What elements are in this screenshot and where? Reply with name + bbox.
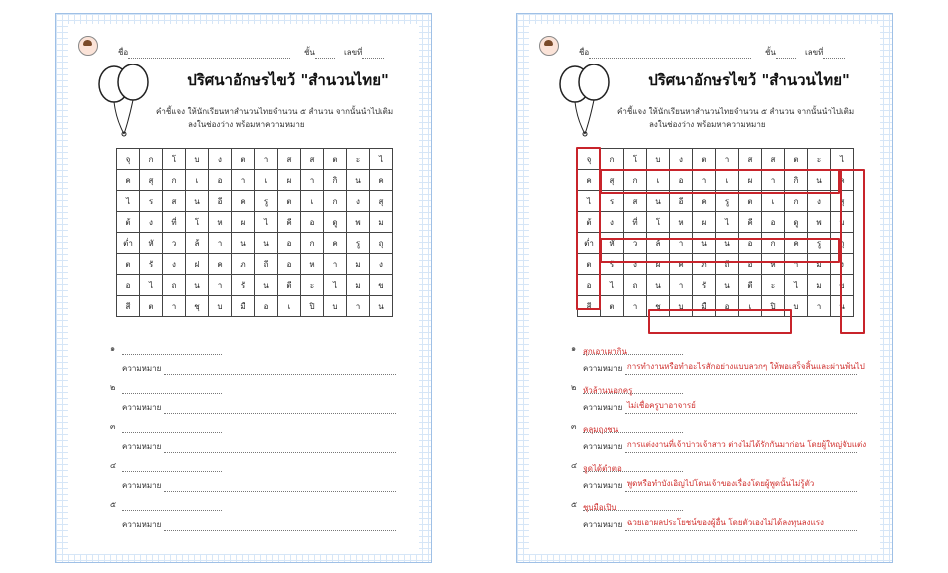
- answer-number: ๔: [571, 461, 578, 470]
- grid-cell: หั: [140, 233, 163, 254]
- answer-word-line[interactable]: [122, 384, 222, 394]
- grid-cell: อ: [762, 212, 785, 233]
- grid-cell: อ: [278, 233, 301, 254]
- grid-cell: โ: [647, 212, 670, 233]
- answer-word-line: [583, 423, 683, 433]
- meaning-row: [583, 518, 883, 531]
- grid-cell: ต: [739, 191, 762, 212]
- grid-cell: ส: [624, 191, 647, 212]
- grid-cell: ม: [808, 275, 831, 296]
- meaning-row: [122, 401, 422, 414]
- grid-cell: ผ: [693, 212, 716, 233]
- meaning-line: [625, 479, 857, 492]
- grid-cell: ค: [324, 233, 347, 254]
- grid-cell: ผ: [232, 212, 255, 233]
- grid-cell: ถี: [716, 254, 739, 275]
- grid-cell: ต: [117, 254, 140, 275]
- grid-cell: อ: [255, 296, 278, 317]
- grid-cell: ถี: [255, 254, 278, 275]
- grid-cell: ห: [301, 254, 324, 275]
- grid-cell: ง: [831, 254, 854, 275]
- grid-cell: ค: [785, 233, 808, 254]
- name-field: ชื่อ: [579, 46, 751, 59]
- meaning-line: [625, 362, 865, 375]
- grid-cell: ไ: [601, 275, 624, 296]
- grid-cell: ไ: [716, 212, 739, 233]
- grid-cell: เ: [647, 170, 670, 191]
- grid-cell: ง: [140, 212, 163, 233]
- grid-row: [117, 275, 393, 296]
- grid-cell: ก: [324, 191, 347, 212]
- highlight-row5-huaran: [600, 238, 840, 263]
- grid-row: [117, 149, 393, 170]
- grid-cell: น: [186, 191, 209, 212]
- answer-item: [571, 420, 891, 451]
- grid-cell: ต: [693, 149, 716, 170]
- grid-cell: ฝ: [186, 254, 209, 275]
- grid-cell: ถ: [163, 275, 186, 296]
- grid-cell: ชุ: [186, 296, 209, 317]
- grid-cell: ง: [163, 254, 186, 275]
- number-field: เลขที่: [805, 46, 845, 59]
- meaning-row: [583, 401, 883, 414]
- grid-cell: ะ: [347, 149, 370, 170]
- grid-cell: ไ: [785, 275, 808, 296]
- grid-cell: ก: [762, 233, 785, 254]
- grid-cell: จุ: [117, 149, 140, 170]
- grid-cell: อ: [739, 254, 762, 275]
- answer-number: ๕: [571, 500, 578, 509]
- meaning-label: ความหมาย: [583, 481, 623, 490]
- grid-cell: ว: [163, 233, 186, 254]
- grid-cell: บ: [647, 149, 670, 170]
- meaning-label: ความหมาย: [583, 364, 623, 373]
- meaning-line: [625, 518, 857, 531]
- grid-cell: รู: [808, 233, 831, 254]
- grid-cell: ก: [624, 170, 647, 191]
- grid-cell: ต: [232, 149, 255, 170]
- answer-word-line: [583, 345, 683, 355]
- grid-cell: ม: [831, 212, 854, 233]
- grid-cell: ต: [140, 296, 163, 317]
- meaning-line: [625, 440, 867, 453]
- grid-cell: า: [670, 275, 693, 296]
- number-field: เลขที่: [344, 46, 384, 59]
- instructions: คำชี้แจง ให้นักเรียนหาสำนวนไทยจำนวน ๕ สำนวน จากนั้นนำไปเติม ลงในช่องว่าง พร้อมหาความหมาย: [617, 107, 855, 129]
- grid-cell: มื: [693, 296, 716, 317]
- grid-cell: อ: [739, 233, 762, 254]
- answer-word-line: [583, 384, 683, 394]
- grid-cell: คี: [278, 212, 301, 233]
- grid-cell: น: [255, 233, 278, 254]
- balloons-icon: [96, 64, 152, 140]
- grid-cell: เ: [255, 170, 278, 191]
- grid-cell: า: [255, 149, 278, 170]
- grid-cell: ต: [578, 254, 601, 275]
- grid-cell: ล้: [647, 233, 670, 254]
- grid-cell: พ: [808, 212, 831, 233]
- grid-cell: อี: [209, 191, 232, 212]
- grid-cell: ถุ: [370, 233, 393, 254]
- grid-cell: ค: [578, 170, 601, 191]
- grid-cell: ไ: [117, 191, 140, 212]
- grid-cell: เ: [762, 191, 785, 212]
- grid-cell: ก: [140, 149, 163, 170]
- grid-cell: อ: [209, 170, 232, 191]
- meaning-row: [583, 479, 883, 492]
- grid-cell: น: [647, 191, 670, 212]
- grid-cell: น: [808, 170, 831, 191]
- grid-cell: า: [232, 170, 255, 191]
- meaning-row: [122, 479, 422, 492]
- grid-cell: ปิ: [301, 296, 324, 317]
- meaning-row: [583, 362, 883, 375]
- answer-item: [571, 498, 891, 529]
- grid-cell: ตี: [278, 275, 301, 296]
- answer-word: ชุบมือเปิบ: [583, 503, 617, 512]
- grid-cell: ร: [140, 191, 163, 212]
- grid-cell: กิ: [324, 170, 347, 191]
- grid-cell: ข: [831, 275, 854, 296]
- meaning-line[interactable]: [164, 365, 396, 375]
- grid-cell: น: [255, 275, 278, 296]
- grid-cell: สี: [578, 296, 601, 317]
- meaning-row: [122, 518, 422, 531]
- meaning-label: ความหมาย: [583, 520, 623, 529]
- grid-cell: ตี: [739, 275, 762, 296]
- grid-cell: ถ: [624, 275, 647, 296]
- grid-cell: ห: [762, 254, 785, 275]
- meaning-row: [122, 362, 422, 375]
- grid-cell: รั: [232, 275, 255, 296]
- letter-grid: [116, 148, 393, 317]
- grid-cell: บ: [670, 296, 693, 317]
- grid-cell: น: [370, 296, 393, 317]
- answer-item: [110, 420, 430, 451]
- meaning-row: [122, 440, 422, 453]
- meaning-text: พูดหรือทำบังเอิญไปโดนเจ้าของเรื่องโดยผู้พูดนั้นไม่รู้ตัว: [626, 479, 815, 488]
- answer-number: ๒: [571, 383, 577, 392]
- grid-cell: ค: [370, 170, 393, 191]
- grid-cell: อ: [278, 254, 301, 275]
- grid-cell: ส: [278, 149, 301, 170]
- grid-cell: ผ: [739, 170, 762, 191]
- highlight-vertical-col1: [576, 147, 601, 310]
- grid-row: [117, 296, 393, 317]
- answer-number: ๕: [110, 500, 117, 509]
- highlight-vertical-col12: [840, 169, 865, 334]
- grid-cell: ส: [762, 149, 785, 170]
- grid-cell: น: [186, 275, 209, 296]
- grid-cell: รู: [255, 191, 278, 212]
- grid-cell: ง: [808, 191, 831, 212]
- meaning-text: ฉวยเอาผลประโยชน์ของผู้อื่น โดยตัวเองไม่ได้ลงทุนลงแรง: [626, 518, 824, 527]
- meaning-label: ความหมาย: [122, 403, 162, 412]
- answer-item: [571, 459, 891, 490]
- grid-cell: บ: [209, 296, 232, 317]
- grid-cell: น: [693, 233, 716, 254]
- grid-cell: ไ: [370, 149, 393, 170]
- grid-cell: ก: [785, 191, 808, 212]
- balloons-icon: [557, 64, 613, 140]
- answer-word-line: [583, 501, 683, 511]
- meaning-line[interactable]: [164, 443, 396, 453]
- grid-cell: ต่ำ: [117, 233, 140, 254]
- meaning-label: ความหมาย: [583, 442, 623, 451]
- grid-cell: ม: [370, 212, 393, 233]
- highlight-row2-sukaophakin: [600, 169, 840, 194]
- grid-cell: สุ: [831, 191, 854, 212]
- grid-cell: ว: [624, 233, 647, 254]
- grid-cell: ง: [670, 149, 693, 170]
- grid-cell: ภ: [232, 254, 255, 275]
- grid-cell: ะ: [808, 149, 831, 170]
- grid-cell: รู: [347, 233, 370, 254]
- answer-number: ๒: [110, 383, 116, 392]
- meaning-text: การทำงานหรือทำอะไรสักอย่างแบบลวกๆ ให้พอเสร็จสิ้นและผ่านพ้นไป: [626, 362, 865, 371]
- grid-cell: อ: [578, 275, 601, 296]
- meaning-label: ความหมาย: [122, 481, 162, 490]
- answer-highlights: [577, 148, 865, 334]
- grid-cell: ก: [601, 149, 624, 170]
- grid-cell: ม: [808, 254, 831, 275]
- answer-number: ๑: [571, 344, 577, 353]
- worksheet-paper: [68, 24, 419, 554]
- meaning-label: ความหมาย: [583, 403, 623, 412]
- grid-cell: า: [785, 254, 808, 275]
- grid-cell: ต่ำ: [578, 233, 601, 254]
- grid-cell: า: [163, 296, 186, 317]
- grid-cell: น: [716, 233, 739, 254]
- grid-row: [117, 191, 393, 212]
- grid-cell: รั: [601, 254, 624, 275]
- grid-row: [117, 233, 393, 254]
- grid-cell: ดู: [324, 212, 347, 233]
- grid-cell: ค: [209, 254, 232, 275]
- grid-cell: สี: [117, 296, 140, 317]
- grid-cell: ม: [347, 275, 370, 296]
- answer-word: คลุมถุงชน: [583, 425, 619, 434]
- grid-cell: ดู: [785, 212, 808, 233]
- answer-number: ๔: [110, 461, 117, 470]
- grid-cell: สุ: [601, 170, 624, 191]
- grid-cell: รั: [140, 254, 163, 275]
- grid-cell: ไ: [140, 275, 163, 296]
- grid-cell: า: [324, 254, 347, 275]
- grid-cell: ค: [693, 191, 716, 212]
- meaning-line[interactable]: [164, 404, 396, 414]
- answer-item: [110, 381, 430, 412]
- grid-cell: เ: [301, 191, 324, 212]
- meaning-label: ความหมาย: [122, 364, 162, 373]
- grid-cell: ร: [601, 191, 624, 212]
- worksheet-title: ปริศนาอักษรไขว้ "สำนวนไทย": [187, 71, 389, 89]
- meaning-line: [625, 401, 857, 414]
- grid-cell: ม: [347, 254, 370, 275]
- grid-cell: เ: [278, 296, 301, 317]
- answer-item: [110, 342, 430, 373]
- grid-cell: า: [716, 149, 739, 170]
- grid-cell: อ: [117, 275, 140, 296]
- grid-cell: ค: [232, 191, 255, 212]
- answer-item: [110, 498, 430, 529]
- worksheet-paper: [529, 24, 880, 554]
- grid-cell: มื: [232, 296, 255, 317]
- grid-cell: ค: [117, 170, 140, 191]
- grid-cell: สุ: [370, 191, 393, 212]
- grid-cell: ก: [301, 233, 324, 254]
- grid-cell: า: [624, 296, 647, 317]
- grid-cell: า: [209, 275, 232, 296]
- grid-cell: ห: [670, 212, 693, 233]
- grid-cell: รั: [693, 275, 716, 296]
- grid-cell: ชุ: [647, 296, 670, 317]
- grid-cell: ง: [370, 254, 393, 275]
- teacher-avatar-icon: [539, 36, 559, 56]
- grid-cell: ค: [670, 254, 693, 275]
- grid-cell: ไ: [255, 212, 278, 233]
- class-field: ชั้น: [765, 46, 796, 59]
- grid-cell: โ: [163, 149, 186, 170]
- grid-row: [117, 170, 393, 191]
- grid-cell: ต: [785, 149, 808, 170]
- instructions: คำชี้แจง ให้นักเรียนหาสำนวนไทยจำนวน ๕ สำนวน จากนั้นนำไปเติม ลงในช่องว่าง พร้อมหาความหมาย: [156, 107, 394, 129]
- grid-cell: เ: [739, 296, 762, 317]
- grid-cell: ถุ: [831, 233, 854, 254]
- grid-cell: เ: [186, 170, 209, 191]
- teacher-avatar-icon: [78, 36, 98, 56]
- meaning-text: การแต่งงานที่เจ้าบ่าวเจ้าสาว ต่างไม่ได้รักกันมาก่อน โดยผู้ใหญ่จับแต่ง: [626, 440, 867, 449]
- meaning-label: ความหมาย: [122, 442, 162, 451]
- grid-cell: ไ: [324, 275, 347, 296]
- answer-word-line: [583, 462, 683, 472]
- grid-cell: น: [831, 296, 854, 317]
- grid-cell: ล้: [186, 233, 209, 254]
- grid-cell: ห: [209, 212, 232, 233]
- grid-cell: า: [301, 170, 324, 191]
- grid-cell: า: [347, 296, 370, 317]
- grid-cell: า: [762, 170, 785, 191]
- meaning-label: ความหมาย: [122, 520, 162, 529]
- meaning-row: [583, 440, 883, 453]
- worksheet-title: ปริศนาอักษรไขว้ "สำนวนไทย": [648, 71, 850, 89]
- grid-cell: บ: [324, 296, 347, 317]
- grid-cell: ไ: [578, 191, 601, 212]
- grid-cell: พ: [347, 212, 370, 233]
- answer-word-line[interactable]: [122, 501, 222, 511]
- grid-cell: หั: [601, 233, 624, 254]
- grid-cell: น: [716, 275, 739, 296]
- grid-cell: น: [647, 275, 670, 296]
- answer-item: [571, 381, 891, 412]
- grid-cell: ปิ: [762, 296, 785, 317]
- grid-cell: น: [232, 233, 255, 254]
- grid-cell: ข: [370, 275, 393, 296]
- answer-word-line[interactable]: [122, 462, 222, 472]
- grid-cell: ฝ: [647, 254, 670, 275]
- worksheet-answer-key: [516, 13, 893, 563]
- answer-word: สุกเอาเผากิน: [583, 347, 627, 356]
- grid-cell: ต: [278, 191, 301, 212]
- grid-cell: ภ: [693, 254, 716, 275]
- meaning-line[interactable]: [164, 521, 396, 531]
- grid-cell: อ: [301, 212, 324, 233]
- meaning-text: ไม่เชื่อครูบาอาจารย์: [626, 401, 696, 410]
- grid-cell: ก: [163, 170, 186, 191]
- grid-cell: ค: [831, 170, 854, 191]
- grid-cell: ต: [324, 149, 347, 170]
- grid-cell: ส: [301, 149, 324, 170]
- grid-cell: ง: [601, 212, 624, 233]
- answer-item: [571, 342, 891, 373]
- grid-cell: า: [209, 233, 232, 254]
- grid-cell: คี: [739, 212, 762, 233]
- grid-cell: กิ: [785, 170, 808, 191]
- grid-cell: รู: [716, 191, 739, 212]
- grid-cell: อี: [670, 191, 693, 212]
- grid-cell: า: [808, 296, 831, 317]
- grid-cell: ไ: [831, 149, 854, 170]
- grid-cell: า: [670, 233, 693, 254]
- name-field: ชื่อ: [118, 46, 290, 59]
- grid-row: [117, 212, 393, 233]
- grid-cell: ต้: [578, 212, 601, 233]
- grid-cell: บ: [186, 149, 209, 170]
- grid-cell: อ: [716, 296, 739, 317]
- answer-number: ๓: [110, 422, 116, 431]
- highlight-row8-chupmuepoep: [648, 309, 792, 334]
- grid-cell: น: [347, 170, 370, 191]
- grid-cell: า: [693, 170, 716, 191]
- grid-cell: ส: [163, 191, 186, 212]
- answer-number: ๓: [571, 422, 577, 431]
- grid-cell: ง: [347, 191, 370, 212]
- grid-cell: ะ: [762, 275, 785, 296]
- answer-word-line[interactable]: [122, 345, 222, 355]
- grid-cell: ที่: [624, 212, 647, 233]
- grid-cell: จุ: [578, 149, 601, 170]
- grid-cell: สุ: [140, 170, 163, 191]
- grid-cell: ที่: [163, 212, 186, 233]
- grid-cell: อ: [670, 170, 693, 191]
- grid-cell: ะ: [301, 275, 324, 296]
- answer-word-line[interactable]: [122, 423, 222, 433]
- answer-item: [110, 459, 430, 490]
- grid-cell: ส: [739, 149, 762, 170]
- grid-cell: เ: [716, 170, 739, 191]
- grid-cell: โ: [624, 149, 647, 170]
- grid-cell: บ: [785, 296, 808, 317]
- grid-cell: ง: [624, 254, 647, 275]
- grid-cell: ผ: [278, 170, 301, 191]
- meaning-line[interactable]: [164, 482, 396, 492]
- worksheet-blank: [55, 13, 432, 563]
- answer-word: หัวล้านนอกครู: [583, 386, 633, 395]
- grid-cell: ต: [601, 296, 624, 317]
- answer-number: ๑: [110, 344, 116, 353]
- grid-cell: โ: [186, 212, 209, 233]
- answer-word: จูดได้ตำตอ: [583, 464, 622, 473]
- grid-row: [117, 254, 393, 275]
- grid-cell: ง: [209, 149, 232, 170]
- grid-cell: ต้: [117, 212, 140, 233]
- class-field: ชั้น: [304, 46, 335, 59]
